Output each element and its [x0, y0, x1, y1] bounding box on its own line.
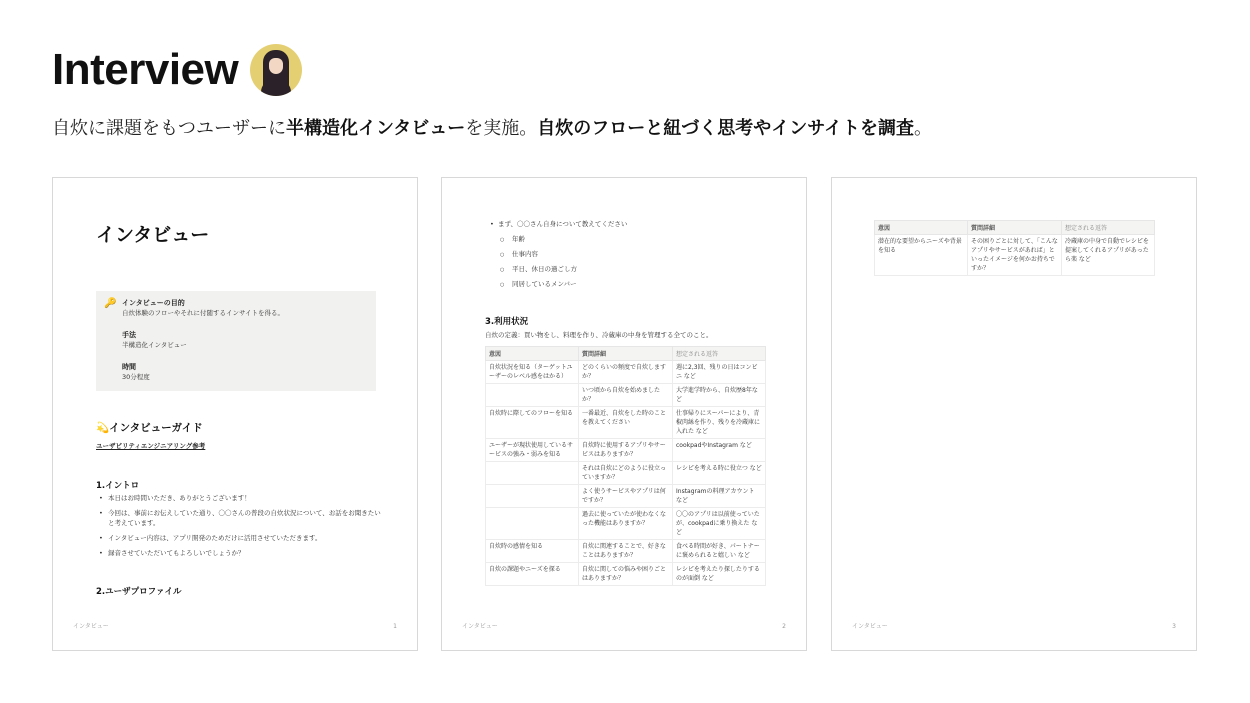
- table-cell: 大学進学時から、自炊歴8年など: [673, 384, 766, 407]
- document-page-1: [52, 177, 418, 651]
- avatar: [250, 44, 302, 96]
- subtitle-text-2: を実施。: [465, 118, 538, 139]
- list-item: ○ 年齢: [488, 234, 627, 244]
- table-cell: ユーザーが現状使用しているサービスの強み・弱みを知る: [486, 439, 579, 462]
- table-cell: 冷蔵庫の中身で自動でレシピを提案してくれるアプリがあったら楽 など: [1062, 235, 1155, 276]
- table-cell: [486, 384, 579, 407]
- table-row: [486, 407, 766, 439]
- list-item: • 今回は、事前にお伝えしていた通り、〇〇さんの普段の自炊状況について、お話をお聞きたいと考えています。: [96, 508, 386, 528]
- table-cell: 週に2,3回、残りの日はコンビニ など: [673, 361, 766, 384]
- table-cell: 過去に使っていたが使わなくなった機能はありますか？: [579, 508, 673, 540]
- time-label: 時間: [122, 363, 136, 371]
- cooking-definition: 自炊の定義：買い物をし、料理を作り、冷蔵庫の中身を管理する全てのこと。: [485, 331, 713, 339]
- page-footer-label: インタビュー: [462, 623, 498, 630]
- question-table: [874, 220, 1155, 276]
- table-row: [486, 563, 766, 586]
- page-number: 1: [393, 623, 397, 630]
- subtitle-bold-1: 半構造化インタビュー: [286, 118, 466, 139]
- table-row: [486, 540, 766, 563]
- table-cell: 自炊の課題やニーズを探る: [486, 563, 579, 586]
- document-page-2: [441, 177, 807, 651]
- guide-reference-link[interactable]: ユーザビリティエンジニアリング参考: [96, 442, 206, 450]
- subtitle-bold-2: 自炊のフローと紐づく思考やインサイトを調査: [537, 118, 915, 139]
- table-cell: 潜在的な要望からニーズや背景を知る: [875, 235, 968, 276]
- table-cell: それは自炊にどのように役立っていますか？: [579, 462, 673, 485]
- purpose-label: インタビューの目的: [122, 299, 185, 307]
- section-usage-title: 3.利用状況: [485, 317, 529, 327]
- column-header-question: 質問詳細: [579, 347, 673, 361]
- guide-title: 💫インタビューガイド: [96, 422, 203, 434]
- column-header-expected: 想定される返答: [1062, 221, 1155, 235]
- list-item: ○ 平日、休日の過ごし方: [488, 264, 627, 274]
- page-footer-label: インタビュー: [852, 623, 888, 630]
- table-row: [875, 235, 1155, 276]
- table-cell: 一番最近、自炊をした時のことを教えてください: [579, 407, 673, 439]
- table-cell: 自炊に関連することで、好きなことはありますか？: [579, 540, 673, 563]
- key-icon: 🔑: [104, 298, 117, 309]
- table-cell: 食べる時間が好き、パートナーに褒められると嬉しい など: [673, 540, 766, 563]
- table-cell: cookpadやInstagram など: [673, 439, 766, 462]
- interview-summary-callout: [96, 291, 376, 391]
- table-cell: [486, 462, 579, 485]
- table-row: [486, 462, 766, 485]
- column-header-intent: 意図: [486, 347, 579, 361]
- table-cell: その困りごとに対して、「こんなアプリやサービスがあれば」といったイメージを何かお持ちですか？: [968, 235, 1062, 276]
- table-row: [486, 439, 766, 462]
- table-header-row: [875, 221, 1155, 235]
- list-item: • インタビュー内容は、アプリ開発のためだけに活用させていただきます。: [96, 533, 386, 543]
- table-row: [486, 384, 766, 407]
- method-text: 半構造化インタビュー: [122, 341, 187, 349]
- table-cell: よく使うサービスやアプリは何ですか？: [579, 485, 673, 508]
- table-cell: 自炊に関しての悩みや困りごとはありますか？: [579, 563, 673, 586]
- list-item: ○ 同居しているメンバー: [488, 279, 627, 289]
- column-header-intent: 意図: [875, 221, 968, 235]
- table-cell: [486, 485, 579, 508]
- header: [52, 44, 302, 96]
- page-footer-label: インタビュー: [73, 623, 109, 630]
- doc-heading: インタビュー: [96, 224, 210, 246]
- column-header-question: 質問詳細: [968, 221, 1062, 235]
- table-cell: 〇〇のアプリは以前使っていたが、cookpadに乗り換えた など: [673, 508, 766, 540]
- table-cell: 自炊状況を知る（ターゲットユーザーのレベル感をはかる）: [486, 361, 579, 384]
- list-item: ○ 仕事内容: [488, 249, 627, 259]
- list-item: • 本日はお時間いただき、ありがとうございます！: [96, 493, 386, 503]
- table-cell: 仕事帰りにスーパーにより、青椒肉絲を作り、残りを冷蔵庫に入れた など: [673, 407, 766, 439]
- subtitle-text-1: 自炊に課題をもつユーザーに: [52, 118, 286, 139]
- section-profile-title: 2.ユーザプロファイル: [96, 587, 182, 597]
- table-cell: いつ頃から自炊を始めましたか？: [579, 384, 673, 407]
- document-page-3: [831, 177, 1197, 651]
- column-header-expected: 想定される返答: [673, 347, 766, 361]
- table-row: [486, 361, 766, 384]
- question-table: [485, 346, 766, 586]
- table-header-row: [486, 347, 766, 361]
- subtitle-text-3: 。: [914, 118, 933, 139]
- page-number: 3: [1172, 623, 1176, 630]
- purpose-text: 自炊体験のフローやそれに付随するインサイトを得る。: [122, 309, 285, 317]
- table-cell: [486, 508, 579, 540]
- intro-list: [96, 493, 386, 563]
- method-label: 手法: [122, 331, 136, 339]
- table-row: [486, 508, 766, 540]
- list-item: • まず、〇〇さん自身について教えてください: [488, 219, 627, 229]
- time-text: 30分程度: [122, 373, 150, 381]
- table-cell: 自炊時に際してのフローを知る: [486, 407, 579, 439]
- profile-list: [488, 219, 627, 294]
- table-cell: レシピを考えたり探したりするのが面倒 など: [673, 563, 766, 586]
- list-item: • 録音させていただいてもよろしいでしょうか？: [96, 548, 386, 558]
- table-cell: 自炊時の感情を知る: [486, 540, 579, 563]
- page-number: 2: [782, 623, 786, 630]
- table-cell: レシピを考える時に役立つ など: [673, 462, 766, 485]
- table-cell: Instagramの料理アカウント など: [673, 485, 766, 508]
- page-subtitle: [52, 114, 932, 140]
- section-intro-title: 1.イントロ: [96, 481, 140, 491]
- table-row: [486, 485, 766, 508]
- table-cell: どのくらいの頻度で自炊しますか？: [579, 361, 673, 384]
- table-cell: 自炊時に使用するアプリやサービスはありますか？: [579, 439, 673, 462]
- page-title: Interview: [52, 45, 239, 94]
